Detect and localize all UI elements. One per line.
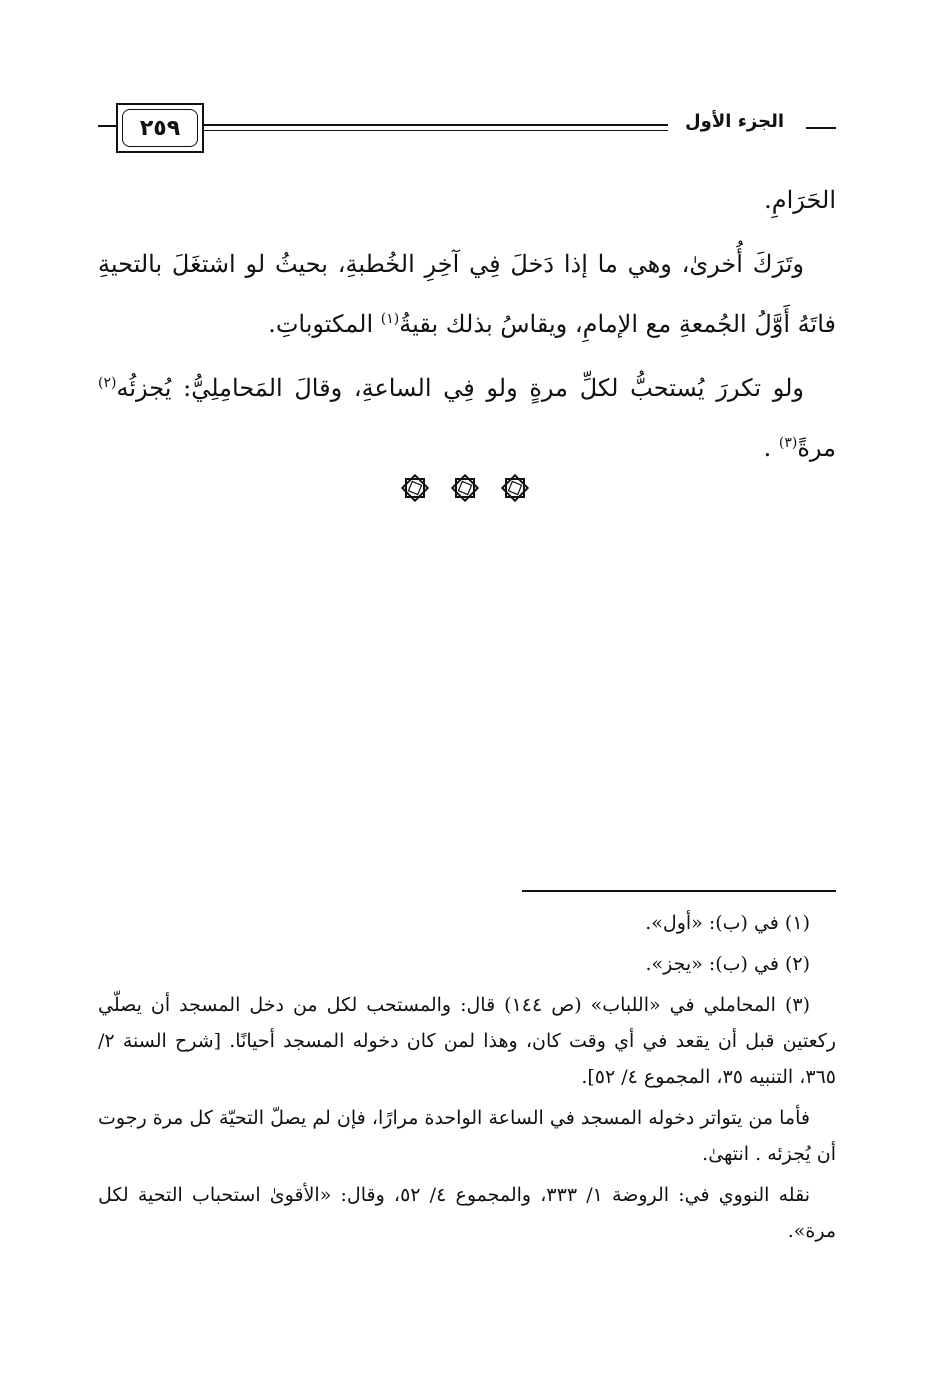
- octagram-star-icon: [400, 473, 430, 503]
- octagram-star-icon: [500, 473, 530, 503]
- footnote: (٢) في (ب): «يجز».: [645, 953, 810, 975]
- footnote-marker[interactable]: (٣): [778, 435, 798, 451]
- page-header: [0, 95, 944, 165]
- page-number-box: [116, 103, 204, 153]
- footnote: (٣) المحاملي في «اللباب» (ص ١٤٤) قال: والمستحب لكل من دخل المسجد أن يصلّي ركعتين قبل أن يقعد في أي وقت كان، وهذا لمن كان دخوله المسجد أحيانًا. [شرح السنة ٢/ ٣٦٥، التنبيه ٣٥، المجموع ٤/ ٥٢].: [98, 994, 836, 1088]
- page-number: ٢٥٩: [122, 109, 198, 147]
- paragraph-text: وتَرَكَ أُخرىٰ، وهي ما إذا دَخلَ فِي آخِرِ الخُطبةِ، بحيثُ لو اشتغَلَ بالتحيةِ فاتَهُ أَوَّلُ الجُمعةِ مع الإمامِ، ويقاسُ بذلك بقيةُ: [98, 250, 836, 338]
- paragraph: [98, 358, 836, 478]
- footnote-marker[interactable]: (٢): [98, 375, 117, 391]
- paragraph: [98, 234, 836, 354]
- paragraph-text-tail: مرةً: [797, 434, 836, 462]
- section-divider-ornaments: [400, 470, 530, 506]
- running-title: الجزء الأول: [685, 111, 784, 132]
- footnote: نقله النووي في: الروضة ١/ ٣٣٣، والمجموع ٤/ ٥٢، وقال: «الأقوىٰ استحباب التحية لكل مرة».: [98, 1184, 836, 1242]
- footnote-separator: [522, 890, 836, 892]
- paragraph-text-end: .: [763, 434, 779, 462]
- header-rule-middle: [204, 124, 668, 126]
- paragraph-text: الحَرَامِ.: [764, 186, 836, 214]
- footnote: فأما من يتواتر دخوله المسجد في الساعة الواحدة مرارًا، فإن لم يصلّ التحيّة كل مرة رجوت أن يُجزئه . انتهىٰ.: [98, 1107, 836, 1165]
- footnote: (١) في (ب): «أول».: [645, 912, 810, 934]
- paragraph-text-tail: المكتوباتِ.: [268, 310, 381, 338]
- footnote-marker[interactable]: (١): [380, 311, 400, 327]
- main-text: [98, 170, 836, 478]
- footnotes: [98, 905, 836, 1254]
- header-rule-right: [806, 127, 836, 129]
- header-rule-middle-thin: [204, 130, 668, 131]
- octagram-star-icon: [450, 473, 480, 503]
- paragraph: [98, 170, 836, 230]
- header-rule-left: [98, 125, 116, 127]
- paragraph-text: ولو تكررَ يُستحبُّ لكلِّ مرةٍ ولو فِي الساعةِ، وقالَ المَحامِلِيُّ: يُجزئُه: [116, 374, 804, 402]
